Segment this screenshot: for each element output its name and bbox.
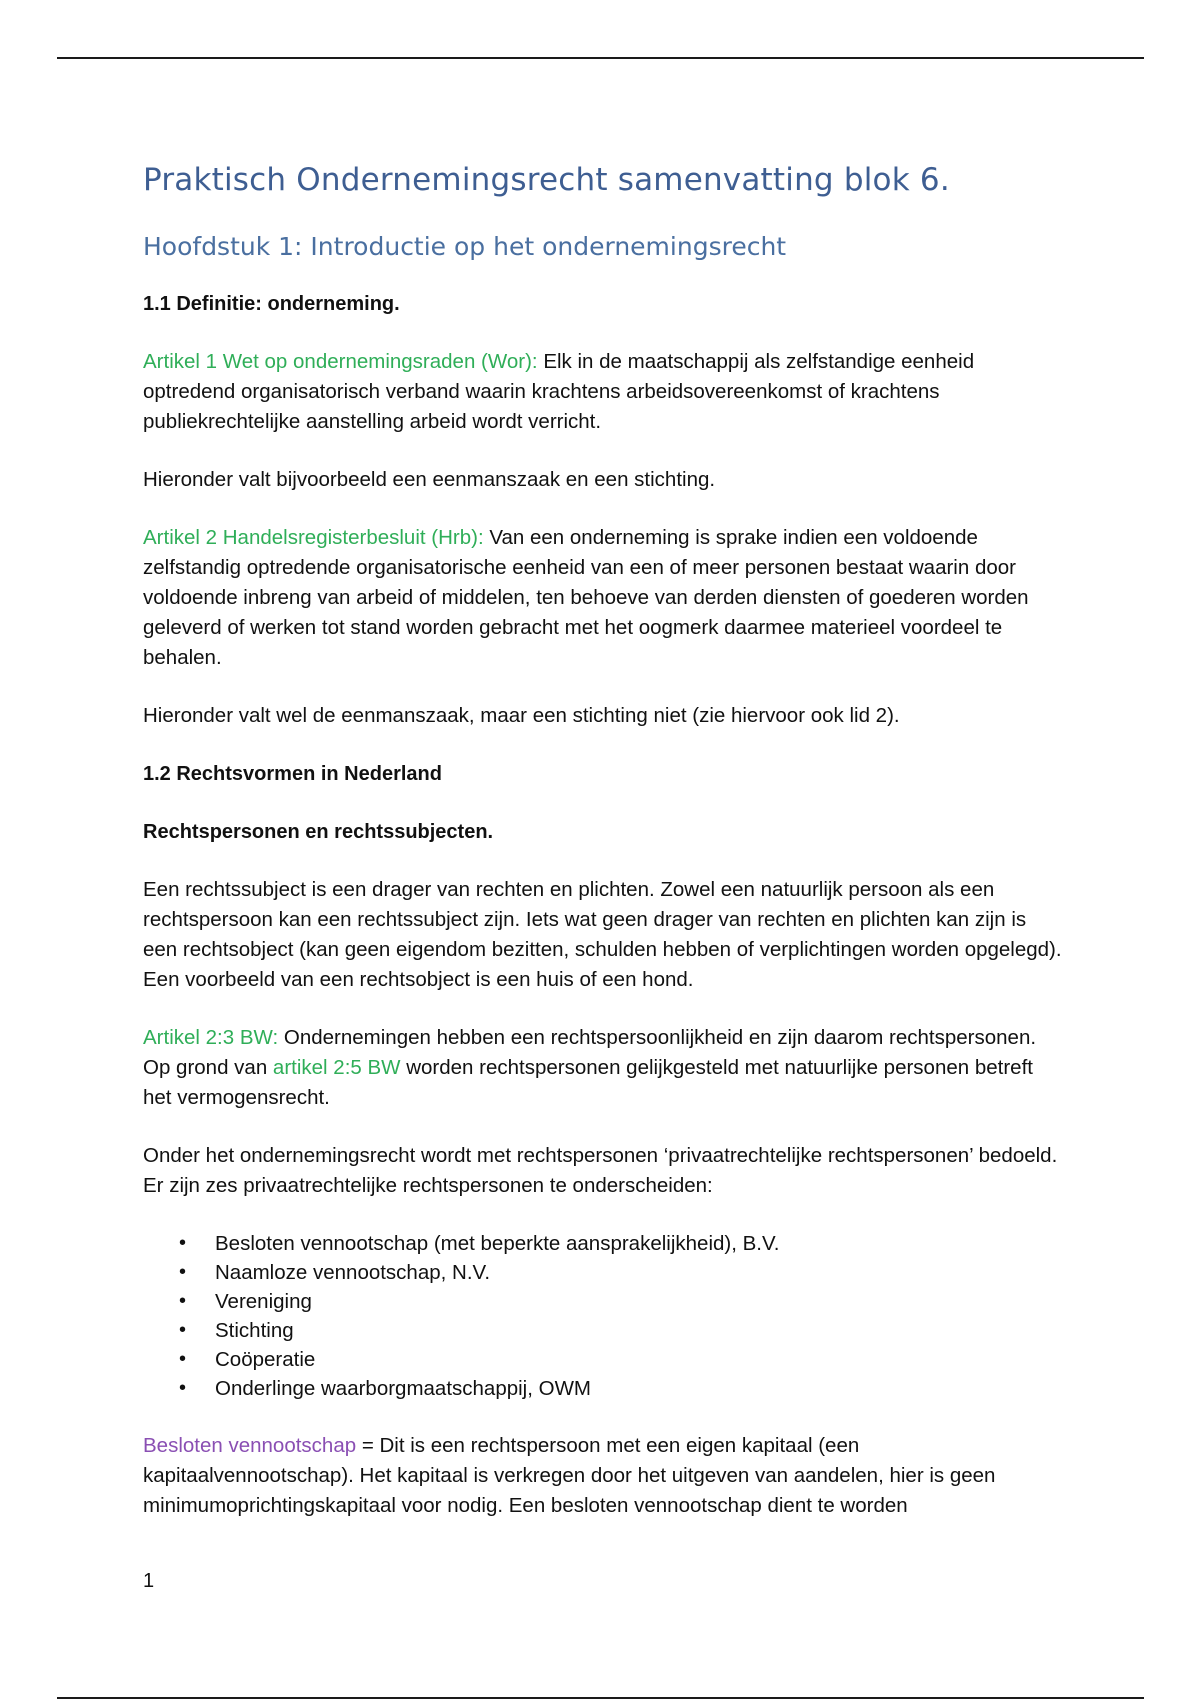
paragraph-example-2: Hieronder valt wel de eenmanszaak, maar een stichting niet (zie hiervoor ook lid 2).	[143, 704, 900, 727]
paragraph-besloten-vennootschap	[143, 1431, 1063, 1521]
paragraph-privaatrechtelijk: Onder het ondernemingsrecht wordt met rechtspersonen ‘privaatrechtelijke rechtspersonen’ bedoeld. Er zijn zes privaatrechtelijke rechtspersonen te onderscheiden:	[143, 1144, 1058, 1197]
section-heading-1-2: 1.2 Rechtsvormen in Nederland	[143, 763, 442, 785]
defined-term: Besloten vennootschap	[143, 1434, 357, 1457]
paragraph-example-1: Hieronder valt bijvoorbeeld een eenmanszaak en een stichting.	[143, 468, 716, 491]
paragraph-article-2-3-bw	[143, 1023, 1063, 1113]
list-item: • Besloten vennootschap (met beperkte aansprakelijkheid), B.V.	[143, 1229, 1063, 1258]
document-page	[143, 162, 1063, 1549]
document-title: Praktisch Ondernemingsrecht samenvatting blok 6.	[143, 162, 950, 198]
page-number: 1	[143, 1570, 155, 1592]
page-bottom-rule	[57, 1697, 1144, 1699]
paragraph-rechtssubject: Een rechtssubject is een drager van rechten en plichten. Zowel een natuurlijk persoon als een rechtspersoon kan een rechtssubject zijn. Iets wat geen drager van rechten en plichten kan zijn is een rechtsobject (kan geen eigendom bezitten, schulden hebben of verplichtingen worden opgelegd). Een voorbeeld van een rechtsobject is een huis of een hond.	[143, 878, 1062, 991]
paragraph-text: Ondernemingen hebben een rechtspersoonlijkheid en zijn daarom rechtspersonen. Op grond van	[143, 1026, 1037, 1079]
law-reference: Artikel 1 Wet op ondernemingsraden (Wor):	[143, 350, 538, 373]
paragraph-text: worden rechtspersonen gelijkgesteld met natuurlijke personen betreft het vermogensrecht.	[143, 1056, 1033, 1109]
paragraph-article-2-hrb	[143, 523, 1063, 673]
law-reference: artikel 2:5 BW	[272, 1056, 401, 1079]
list-item: • Naamloze vennootschap, N.V.	[143, 1258, 1063, 1287]
list-item: • Stichting	[143, 1316, 1063, 1345]
paragraph-text: Van een onderneming is sprake indien een voldoende zelfstandig optredende organisatorische eenheid van een of meer personen bestaat waarin door voldoende inbreng van arbeid of middelen, ten behoeve van derden diensten of goederen worden geleverd of werken tot stand worden gebracht met het oogmerk daarmee materieel voordeel te behalen.	[143, 526, 1029, 669]
section-heading-1-1: 1.1 Definitie: onderneming.	[143, 293, 400, 315]
page-top-rule	[57, 57, 1144, 59]
chapter-heading: Hoofdstuk 1: Introductie op het ondernemingsrecht	[143, 232, 787, 261]
law-reference: Artikel 2:3 BW:	[143, 1026, 279, 1049]
list-item: • Vereniging	[143, 1287, 1063, 1316]
list-item: • Coöperatie	[143, 1345, 1063, 1374]
legal-forms-list	[143, 1229, 1063, 1403]
subsection-heading-rechtspersonen: Rechtspersonen en rechtssubjecten.	[143, 821, 494, 843]
paragraph-article-1-wor	[143, 347, 1063, 437]
list-item: • Onderlinge waarborgmaatschappij, OWM	[143, 1374, 1063, 1403]
law-reference: Artikel 2 Handelsregisterbesluit (Hrb):	[143, 526, 484, 549]
paragraph-text: Elk in de maatschappij als zelfstandige eenheid optredend organisatorisch verband waarin krachtens arbeidsovereenkomst of krachtens publiekrechtelijke aanstelling arbeid wordt verricht.	[143, 350, 975, 433]
paragraph-text: = Dit is een rechtspersoon met een eigen kapitaal (een kapitaalvennootschap). Het kapitaal is verkregen door het uitgeven van aandelen, hier is geen minimumoprichtingskapitaal voor nodig. Een besloten vennootschap dient te worden	[143, 1434, 996, 1517]
